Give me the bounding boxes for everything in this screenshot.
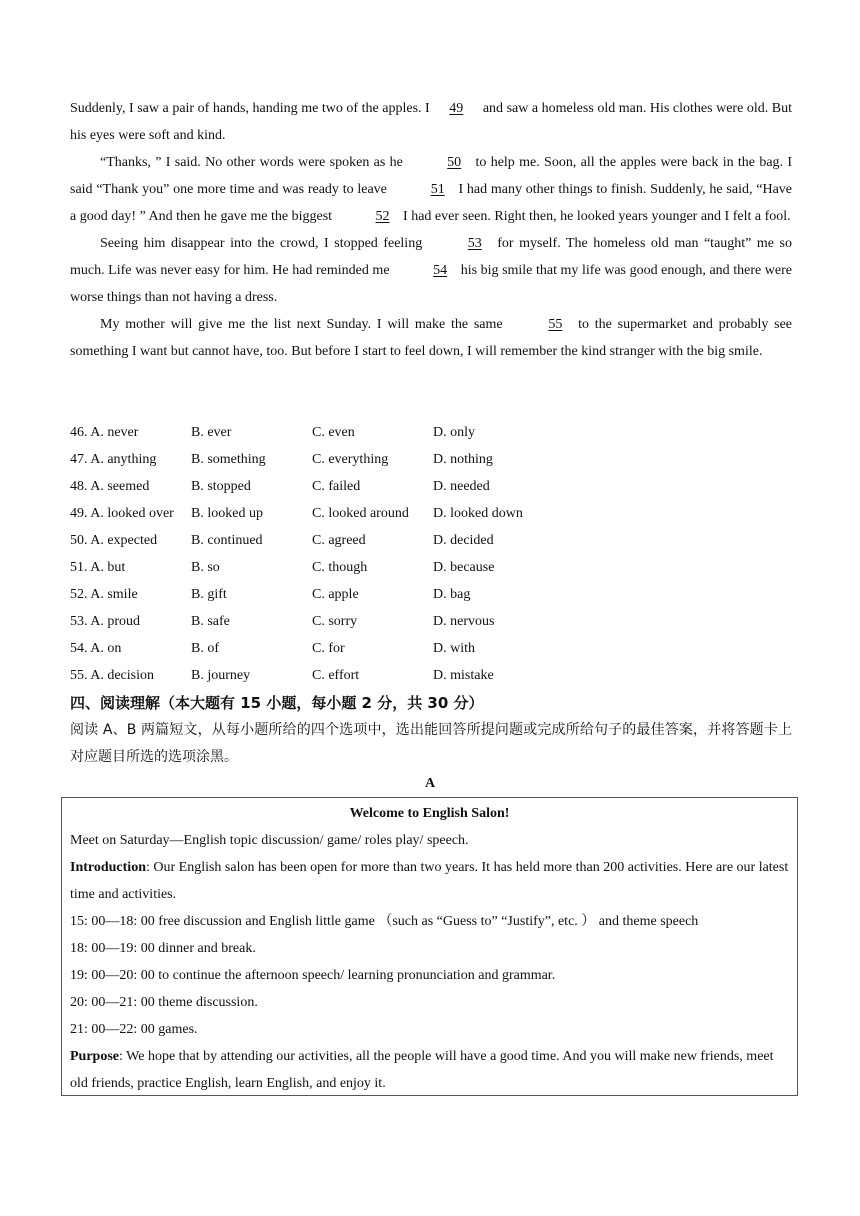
option-c: C. everything [312, 452, 389, 467]
option-row-50 [70, 527, 792, 554]
option-c: C. sorry [312, 614, 358, 629]
blank-51: 51 [430, 182, 445, 197]
option-b: B. journey [191, 668, 251, 683]
option-row-48 [70, 473, 792, 500]
option-d: D. with [433, 641, 475, 656]
passage-text: Seeing him disappear into the crowd, I stopped feeling [100, 236, 423, 251]
option-b: B. so [191, 560, 220, 575]
option-d: D. nervous [433, 614, 495, 629]
passage-label: A [424, 776, 436, 791]
option-d: D. only [433, 425, 475, 440]
option-c: C. failed [312, 479, 361, 494]
option-c: C. effort [312, 668, 360, 683]
passage-text: to the supermarket and probably see something I want but cannot have, too. But before I start to feel down, I will remember the kind stranger with the big smile. [70, 317, 792, 359]
option-c: C. looked around [312, 506, 409, 521]
blank-50: 50 [447, 155, 462, 170]
cloze-passage [70, 95, 792, 365]
option-a: 46. A. never [70, 425, 139, 440]
option-d: D. bag [433, 587, 471, 602]
purpose-text: : We hope that by attending our activities, all the people will have a good time. And you will make new friends, meet old friends, practice English, learn English, and enjoy it. [70, 1049, 774, 1091]
option-row-46 [70, 419, 792, 446]
option-a: 52. A. smile [70, 587, 138, 602]
option-c: C. though [312, 560, 368, 575]
notice-introduction [70, 854, 789, 908]
passage-paragraph-3 [70, 230, 792, 311]
option-a: 53. A. proud [70, 614, 140, 629]
option-b: B. looked up [191, 506, 263, 521]
passage-text: “Thanks, ” I said. No other words were spoken as he [100, 155, 403, 170]
blank-53: 53 [467, 236, 482, 251]
notice-purpose [70, 1043, 789, 1097]
option-row-49 [70, 500, 792, 527]
option-d: D. needed [433, 479, 490, 494]
option-row-54 [70, 635, 792, 662]
passage-paragraph-1 [70, 95, 792, 149]
passage-paragraph-4 [70, 311, 792, 365]
option-row-52 [70, 581, 792, 608]
option-row-47 [70, 446, 792, 473]
option-b: B. continued [191, 533, 263, 548]
option-a: 55. A. decision [70, 668, 154, 683]
option-c: C. even [312, 425, 355, 440]
schedule-line: 19: 00—20: 00 to continue the afternoon speech/ learning pronunciation and grammar. [70, 968, 556, 983]
passage-text: for myself. The homeless old man “taught” me so much. Life was never easy for him. He had reminded me [70, 236, 792, 278]
blank-49: 49 [449, 101, 464, 116]
schedule-line: 18: 00—19: 00 dinner and break. [70, 941, 256, 956]
passage-text: Suddenly, I saw a pair of hands, handing me two of the apples. I [70, 101, 430, 116]
option-b: B. of [191, 641, 219, 656]
option-row-55 [70, 662, 792, 689]
passage-paragraph-2 [70, 149, 792, 230]
option-c: C. for [312, 641, 345, 656]
passage-text: I had many other things to finish. Suddenly, he said, “Have a good day! ” And then he gave me the biggest [70, 182, 793, 224]
option-b: B. stopped [191, 479, 251, 494]
schedule-line: 21: 00—22: 00 games. [70, 1022, 198, 1037]
option-d: D. nothing [433, 452, 493, 467]
option-row-53 [70, 608, 792, 635]
option-d: D. looked down [433, 506, 523, 521]
schedule-line: 15: 00—18: 00 free discussion and English little game （such as “Guess to” “Justify”, etc. ） and theme speech [70, 914, 699, 929]
introduction-text: : Our English salon has been open for more than two years. It has held more than 200 activities. Here are our latest time and activities. [70, 860, 789, 902]
option-a: 47. A. anything [70, 452, 157, 467]
salon-notice-box [61, 797, 798, 1096]
notice-meet-line: Meet on Saturday—English topic discussion/ game/ roles play/ speech. [70, 833, 469, 848]
blank-54: 54 [433, 263, 448, 278]
option-d: D. because [433, 560, 495, 575]
option-a: 50. A. expected [70, 533, 158, 548]
option-b: B. ever [191, 425, 232, 440]
blank-55: 55 [548, 317, 563, 332]
option-a: 51. A. but [70, 560, 126, 575]
option-a: 54. A. on [70, 641, 122, 656]
option-row-51 [70, 554, 792, 581]
option-a: 48. A. seemed [70, 479, 150, 494]
option-b: B. safe [191, 614, 230, 629]
passage-text: My mother will give me the list next Sunday. I will make the same [100, 317, 503, 332]
answer-options [70, 419, 792, 689]
option-c: C. apple [312, 587, 359, 602]
notice-title: Welcome to English Salon! [349, 806, 510, 821]
schedule-line: 20: 00—21: 00 theme discussion. [70, 995, 258, 1010]
blank-52: 52 [375, 209, 390, 224]
passage-text: I had ever seen. Right then, he looked years younger and I felt a fool. [403, 209, 791, 224]
passage-text: and saw a homeless old man. His clothes were old. But his eyes were soft and kind. [70, 101, 793, 143]
passage-text: to help me. Soon, all the apples were back in the bag. I said “Thank you” one more time and was ready to leave [70, 155, 793, 197]
passage-text: his big smile that my life was good enough, and there were worse things than not having a dress. [70, 263, 792, 305]
option-d: D. mistake [433, 668, 494, 683]
section-instructions: 阅读 A、B 两篇短文，从每小题所给的四个选项中，选出能回答所提问题或完成所给句子的最佳答案，并将答题卡上对应题目所选的选项涂黑。 [70, 722, 792, 765]
option-a: 49. A. looked over [70, 506, 174, 521]
section-heading: 四、阅读理解（本大题有 15 小题，每小题 2 分，共 30 分） [70, 694, 484, 712]
option-b: B. something [191, 452, 266, 467]
option-b: B. gift [191, 587, 227, 602]
option-d: D. decided [433, 533, 494, 548]
introduction-label: Introduction [70, 860, 146, 875]
option-c: C. agreed [312, 533, 366, 548]
purpose-label: Purpose [70, 1049, 119, 1064]
